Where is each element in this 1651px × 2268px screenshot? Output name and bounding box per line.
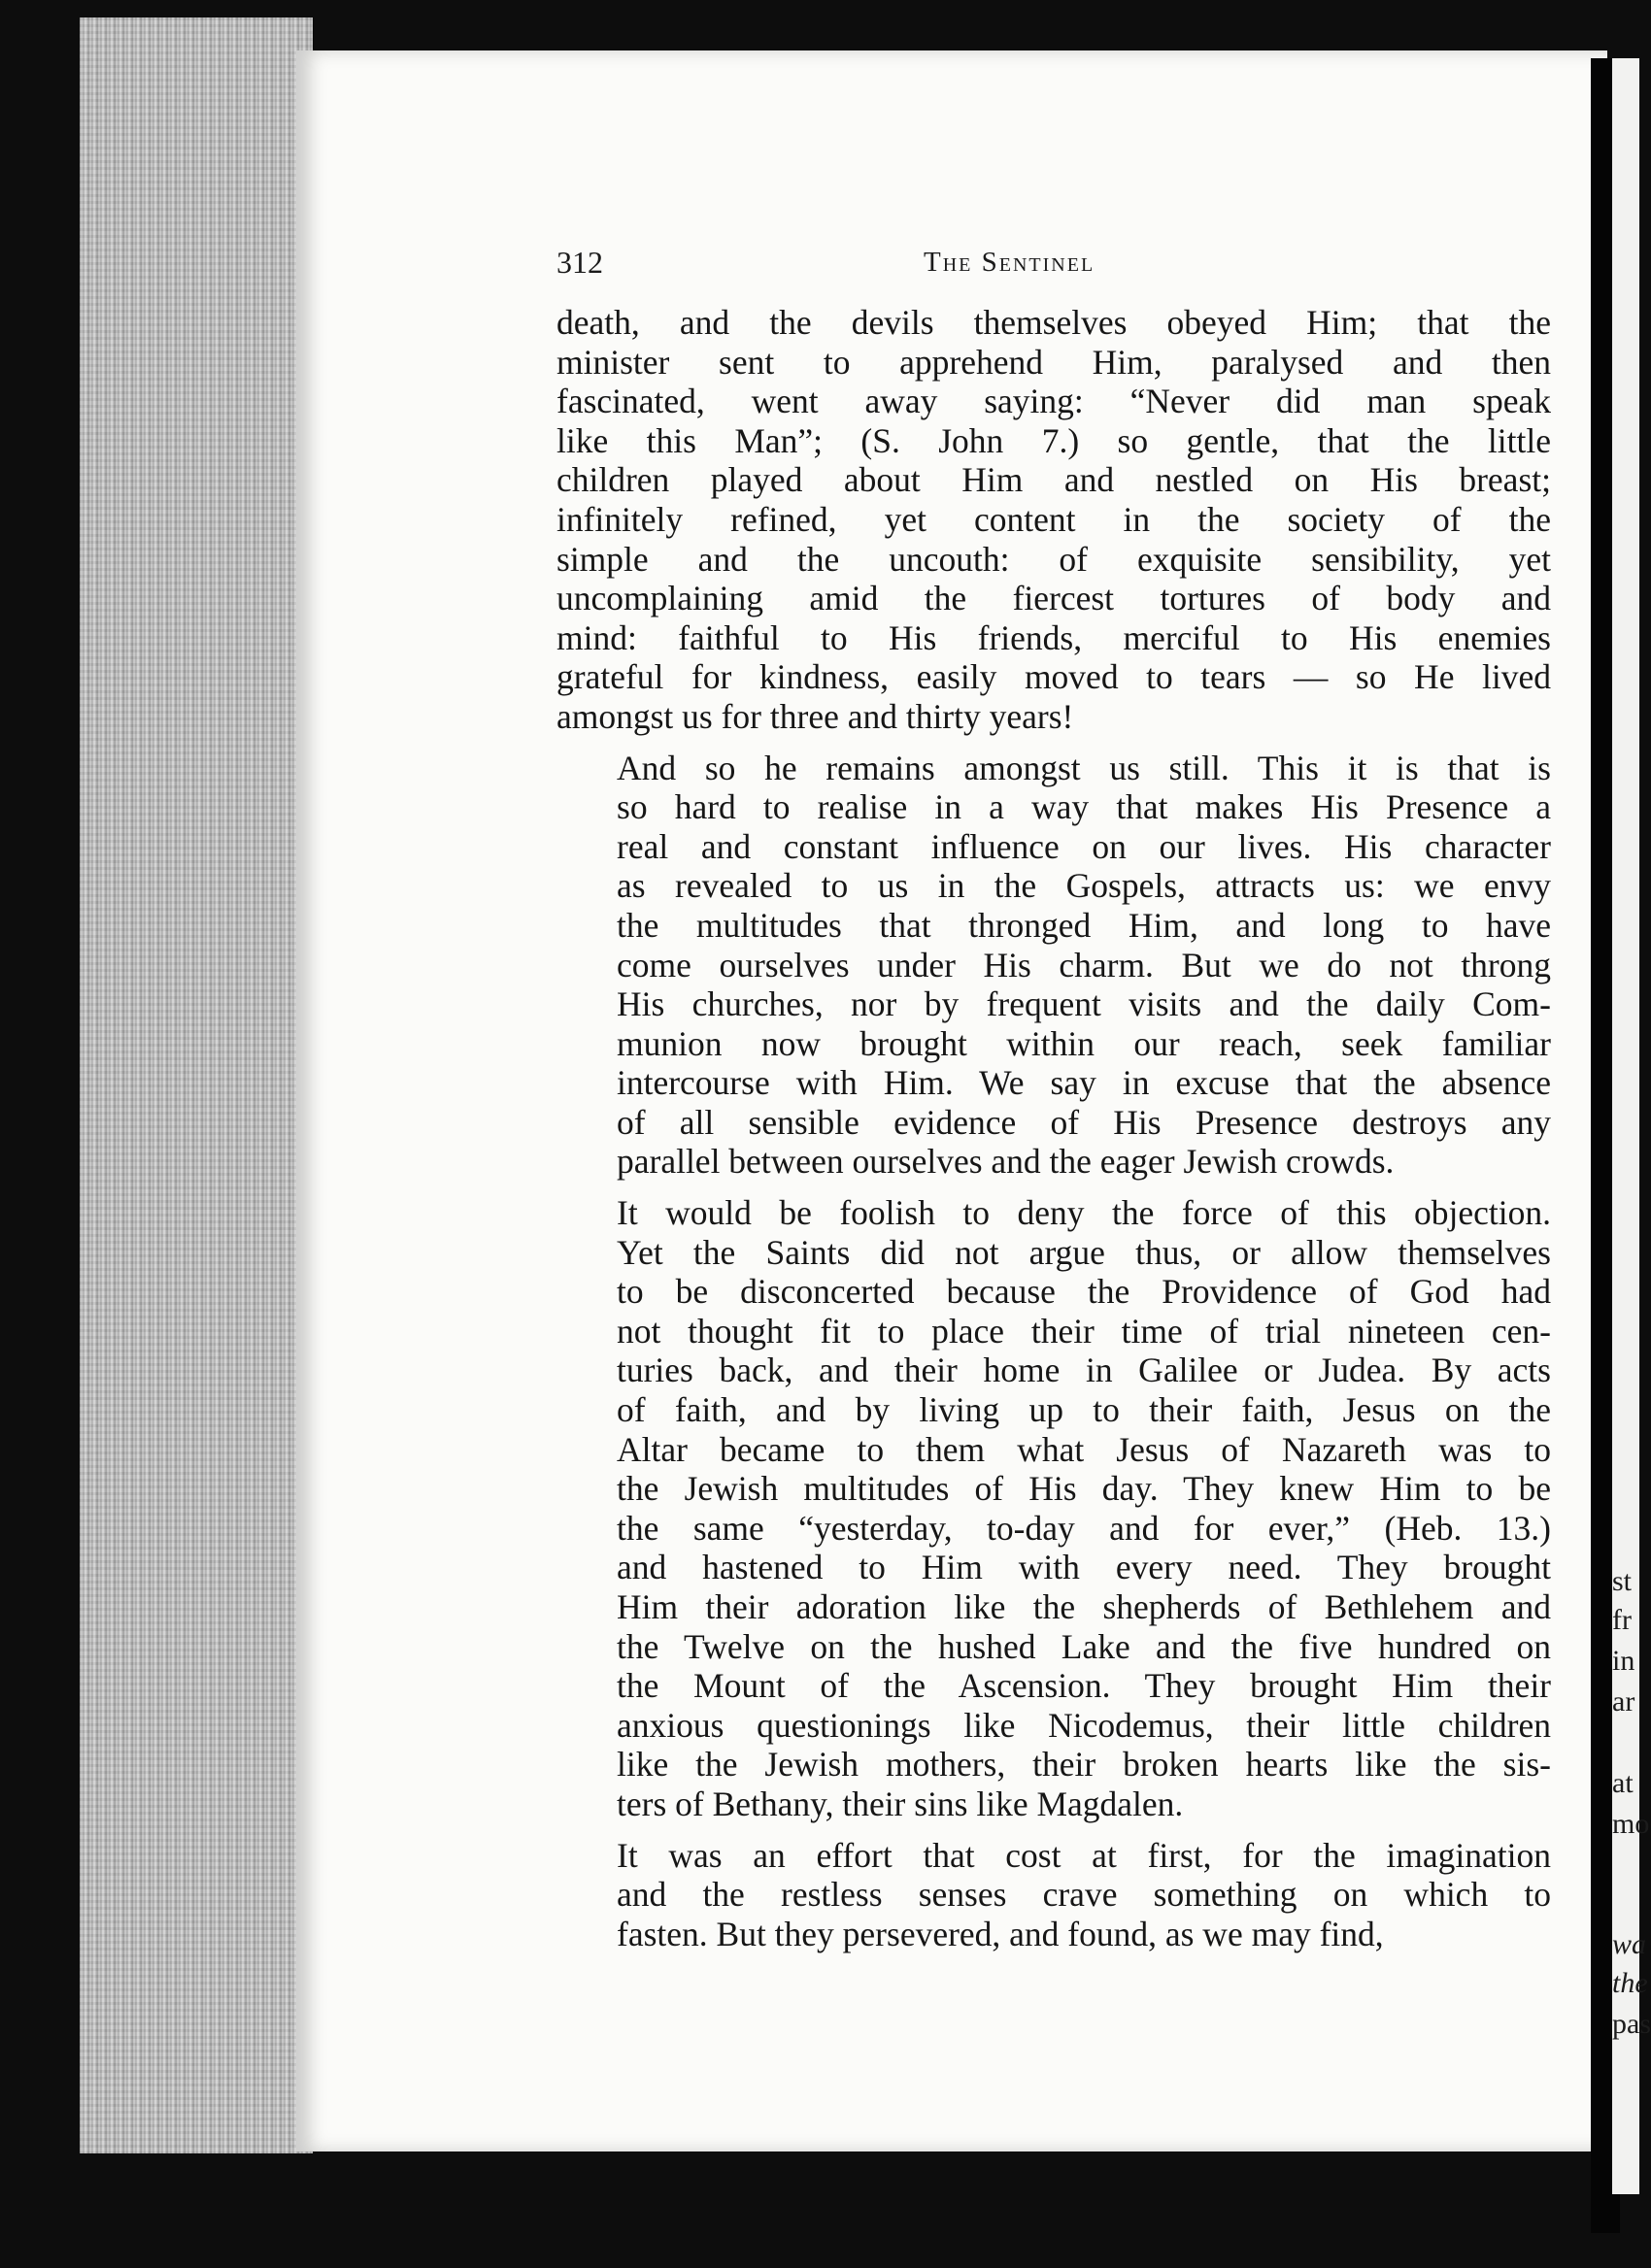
text-line: and the restless senses crave something on which to bbox=[617, 1875, 1551, 1915]
text-line: the Jewish multitudes of His day. They knew Him to be bbox=[617, 1469, 1551, 1509]
text-line: the Twelve on the hushed Lake and the five hundred on bbox=[617, 1626, 1551, 1666]
paragraph bbox=[556, 749, 1551, 1183]
text-line: fasten. But they persevered, and found, as we may find, bbox=[617, 1914, 1384, 1953]
text-line: anxious questionings like Nicodemus, their little children bbox=[617, 1705, 1551, 1745]
text-line: fascinated, went away saying: “Never did man speak bbox=[556, 382, 1551, 421]
page-header bbox=[556, 245, 1178, 284]
text-line: not thought fit to place their time of trial nineteen cen- bbox=[617, 1311, 1551, 1351]
running-title: The Sentinel bbox=[924, 247, 1095, 278]
text-line: of faith, and by living up to their faith, Jesus on the bbox=[617, 1390, 1551, 1430]
facing-fragment: at bbox=[1612, 1767, 1634, 1799]
facing-fragment: fr bbox=[1612, 1604, 1632, 1636]
text-line: like the Jewish mothers, their broken hearts like the sis- bbox=[617, 1745, 1551, 1784]
facing-fragment: the bbox=[1612, 1967, 1648, 1999]
text-line: intercourse with Him. We say in excuse that the absence bbox=[617, 1063, 1551, 1103]
text-line: It was an effort that cost at first, for the imagination bbox=[617, 1835, 1551, 1875]
text-line: And so he remains amongst us still. This it is that is bbox=[617, 748, 1551, 787]
text-line: children played about Him and nestled on His breast; bbox=[556, 460, 1551, 500]
text-line: as revealed to us in the Gospels, attracts us: we envy bbox=[617, 866, 1551, 906]
text-line: parallel between ourselves and the eager Jewish crowds. bbox=[617, 1142, 1395, 1182]
facing-fragment: st bbox=[1612, 1565, 1633, 1597]
facing-fragment: mo bbox=[1612, 1808, 1650, 1840]
text-line: infinitely refined, yet content in the society of the bbox=[556, 499, 1551, 539]
facing-fragment: pas bbox=[1612, 2008, 1651, 2040]
text-line: the Mount of the Ascension. They brought Him their bbox=[617, 1666, 1551, 1706]
text-line: simple and the uncouth: of exquisite sensibility, yet bbox=[556, 539, 1551, 579]
text-line: His churches, nor by frequent visits and the daily Com- bbox=[617, 984, 1551, 1024]
text-line: mind: faithful to His friends, merciful to His enemies bbox=[556, 617, 1551, 657]
text-line: minister sent to apprehend Him, paralysed and then bbox=[556, 342, 1551, 382]
text-line: Yet the Saints did not argue thus, or allow themselves bbox=[617, 1232, 1551, 1272]
page-edges bbox=[80, 17, 313, 2153]
paragraph bbox=[556, 1836, 1551, 1954]
text-line: uncomplaining amid the fiercest tortures of body and bbox=[556, 579, 1551, 618]
text-line: Him their adoration like the shepherds of Bethlehem and bbox=[617, 1587, 1551, 1626]
text-line: amongst us for three and thirty years! bbox=[556, 696, 1074, 736]
page-number: 312 bbox=[556, 245, 603, 280]
paragraph bbox=[556, 303, 1551, 737]
text-line: munion now brought within our reach, seek familiar bbox=[617, 1023, 1551, 1063]
text-line: turies back, and their home in Galilee or Judea. By acts bbox=[617, 1351, 1551, 1390]
text-line: the same “yesterday, to-day and for ever,” (Heb. 13.) bbox=[617, 1508, 1551, 1548]
facing-fragment: in bbox=[1612, 1645, 1635, 1677]
facing-fragment: wa bbox=[1612, 1928, 1647, 1960]
text-line: so hard to realise in a way that makes His Presence a bbox=[617, 787, 1551, 827]
text-line: grateful for kindness, easily moved to tears — so He lived bbox=[556, 657, 1551, 697]
text-line: and hastened to Him with every need. They brought bbox=[617, 1548, 1551, 1587]
text-line: ters of Bethany, their sins like Magdalen. bbox=[617, 1784, 1184, 1823]
text-line: to be disconcerted because the Providence of God had bbox=[617, 1272, 1551, 1312]
facing-page bbox=[1612, 58, 1651, 2194]
text-line: It would be foolish to deny the force of this objection. bbox=[617, 1193, 1551, 1233]
text-line: Altar became to them what Jesus of Nazareth was to bbox=[617, 1429, 1551, 1469]
paragraph bbox=[556, 1193, 1551, 1824]
page-body-text bbox=[556, 303, 1551, 1965]
text-line: like this Man”; (S. John 7.) so gentle, that the little bbox=[556, 420, 1551, 460]
text-line: come ourselves under His charm. But we do not throng bbox=[617, 945, 1551, 984]
text-line: real and constant influence on our lives. His character bbox=[617, 826, 1551, 866]
text-line: death, and the devils themselves obeyed Him; that the bbox=[556, 303, 1551, 342]
text-line: the multitudes that thronged Him, and long to have bbox=[617, 905, 1551, 945]
facing-fragment: ar bbox=[1612, 1685, 1635, 1718]
text-line: of all sensible evidence of His Presence destroys any bbox=[617, 1102, 1551, 1142]
